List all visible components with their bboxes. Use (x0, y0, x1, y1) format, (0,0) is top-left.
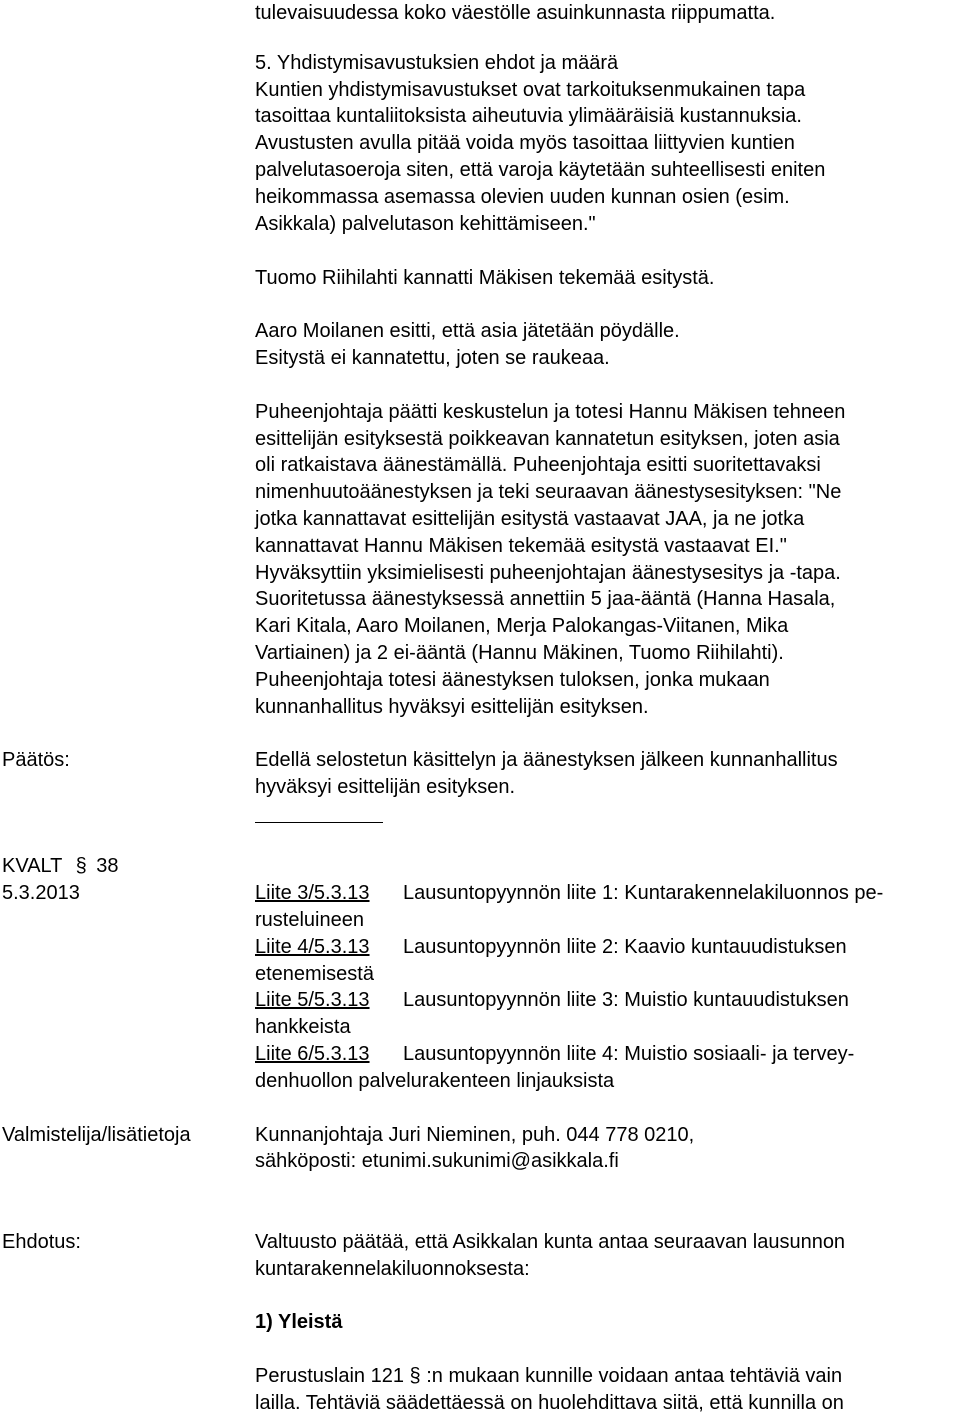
proposal-line: kuntarakennelakiluonnoksesta: (255, 1258, 530, 1280)
vote-line: esittelijän esityksestä poikkeavan kannatetun esityksen, joten asia (255, 428, 840, 450)
separator-rule (255, 822, 383, 823)
attachment-description: denhuollon palvelurakenteen linjauksista (255, 1070, 615, 1092)
proposal-subheading: 1) Yleistä (255, 1311, 343, 1333)
vote-line: Puheenjohtaja totesi äänestyksen tuloksen, jonka mukaan (255, 669, 770, 691)
attachment-description: etenemisestä (255, 963, 374, 985)
intro-line: tulevaisuudessa koko väestölle asuinkunnasta riippumatta. (255, 2, 776, 24)
attachment-link[interactable]: Liite 5/5.3.13 (255, 989, 370, 1011)
item-code: KVALT (2, 855, 63, 877)
section-5-line: heikommassa asemassa olevien uuden kunnan osien (esim. (255, 186, 790, 208)
item-date: 5.3.2013 (2, 882, 80, 904)
vote-line: Vartiainen) ja 2 ei-ääntä (Hannu Mäkinen, Tuomo Riihilahti). (255, 642, 784, 664)
decision-line: Edellä selostetun käsittelyn ja äänestyksen jälkeen kunnanhallitus (255, 749, 838, 771)
proposal-body-line: Perustuslain 121 § :n mukaan kunnille voidaan antaa tehtäviä vain (255, 1365, 843, 1387)
decision-line: hyväksyi esittelijän esityksen. (255, 776, 516, 798)
attachment-description: Lausuntopyynnön liite 4: Muistio sosiaali- ja tervey- (403, 1043, 855, 1065)
vote-line: Suoritetussa äänestyksessä annettiin 5 jaa-ääntä (Hanna Hasala, (255, 588, 836, 610)
table-motion-line: Aaro Moilanen esitti, että asia jätetään pöydälle. (255, 320, 680, 342)
vote-line: nimenhuutoäänestyksen ja teki seuraavan äänestysesityksen: "Ne (255, 481, 842, 503)
attachment-description: hankkeista (255, 1016, 351, 1038)
attachment-description: Lausuntopyynnön liite 3: Muistio kuntauudistuksen (403, 989, 849, 1011)
item-number: 38 (96, 855, 119, 877)
section-5-line: Avustusten avulla pitää voida myös tasoittaa liittyvien kuntien (255, 132, 795, 154)
proposal-label: Ehdotus: (2, 1231, 81, 1253)
section-5-line: Asikkala) palvelutason kehittämiseen." (255, 213, 596, 235)
vote-line: kannattavat Hannu Mäkisen tekemää esitystä vastaavat EI." (255, 535, 787, 557)
preparer-line: Kunnanjohtaja Juri Nieminen, puh. 044 778 0210, (255, 1124, 695, 1146)
section-5-heading: 5. Yhdistymisavustuksien ehdot ja määrä (255, 52, 619, 74)
section-sign: § (75, 855, 87, 877)
vote-line: oli ratkaistava äänestämällä. Puheenjohtaja esitti suoritettavaksi (255, 454, 821, 476)
attachment-link[interactable]: Liite 3/5.3.13 (255, 882, 370, 904)
vote-line: Hyväksyttiin yksimielisesti puheenjohtajan äänestysesitys ja -tapa. (255, 562, 841, 584)
attachment-link[interactable]: Liite 4/5.3.13 (255, 936, 370, 958)
preparer-email: sähköposti: etunimi.sukunimi@asikkala.fi (255, 1150, 619, 1172)
proposal-line: Valtuusto päätää, että Asikkalan kunta antaa seuraavan lausunnon (255, 1231, 846, 1253)
vote-line: Puheenjohtaja päätti keskustelun ja totesi Hannu Mäkisen tehneen (255, 401, 846, 423)
vote-line: Kari Kitala, Aaro Moilanen, Merja Palokangas-Viitanen, Mika (255, 615, 789, 637)
section-5-line: Kuntien yhdistymisavustukset ovat tarkoituksenmukainen tapa (255, 79, 806, 101)
proposal-body-line: lailla. Tehtäviä säädettäessä on huolehdittava siitä, että kunnilla on (255, 1392, 844, 1414)
section-5-line: palvelutasoeroja siten, että varoja käytetään suhteellisesti eniten (255, 159, 826, 181)
vote-line: kunnanhallitus hyväksyi esittelijän esityksen. (255, 696, 649, 718)
item-identifier (2, 853, 119, 880)
table-motion-line: Esitystä ei kannatettu, joten se raukeaa. (255, 347, 610, 369)
attachment-description: Lausuntopyynnön liite 1: Kuntarakennelakiluonnos pe- (403, 882, 884, 904)
attachment-link[interactable]: Liite 6/5.3.13 (255, 1043, 370, 1065)
attachment-description: Lausuntopyynnön liite 2: Kaavio kuntauudistuksen (403, 936, 847, 958)
vote-line: jotka kannattavat esittelijän esitystä vastaavat JAA, ja ne jotka (255, 508, 805, 530)
section-5-line: tasoittaa kuntaliitoksista aiheutuvia ylimääräisiä kustannuksia. (255, 105, 802, 127)
attachment-description: rusteluineen (255, 909, 364, 931)
support-statement: Tuomo Riihilahti kannatti Mäkisen tekemää esitystä. (255, 267, 715, 289)
decision-label: Päätös: (2, 749, 70, 771)
preparer-label: Valmistelija/lisätietoja (2, 1124, 191, 1146)
